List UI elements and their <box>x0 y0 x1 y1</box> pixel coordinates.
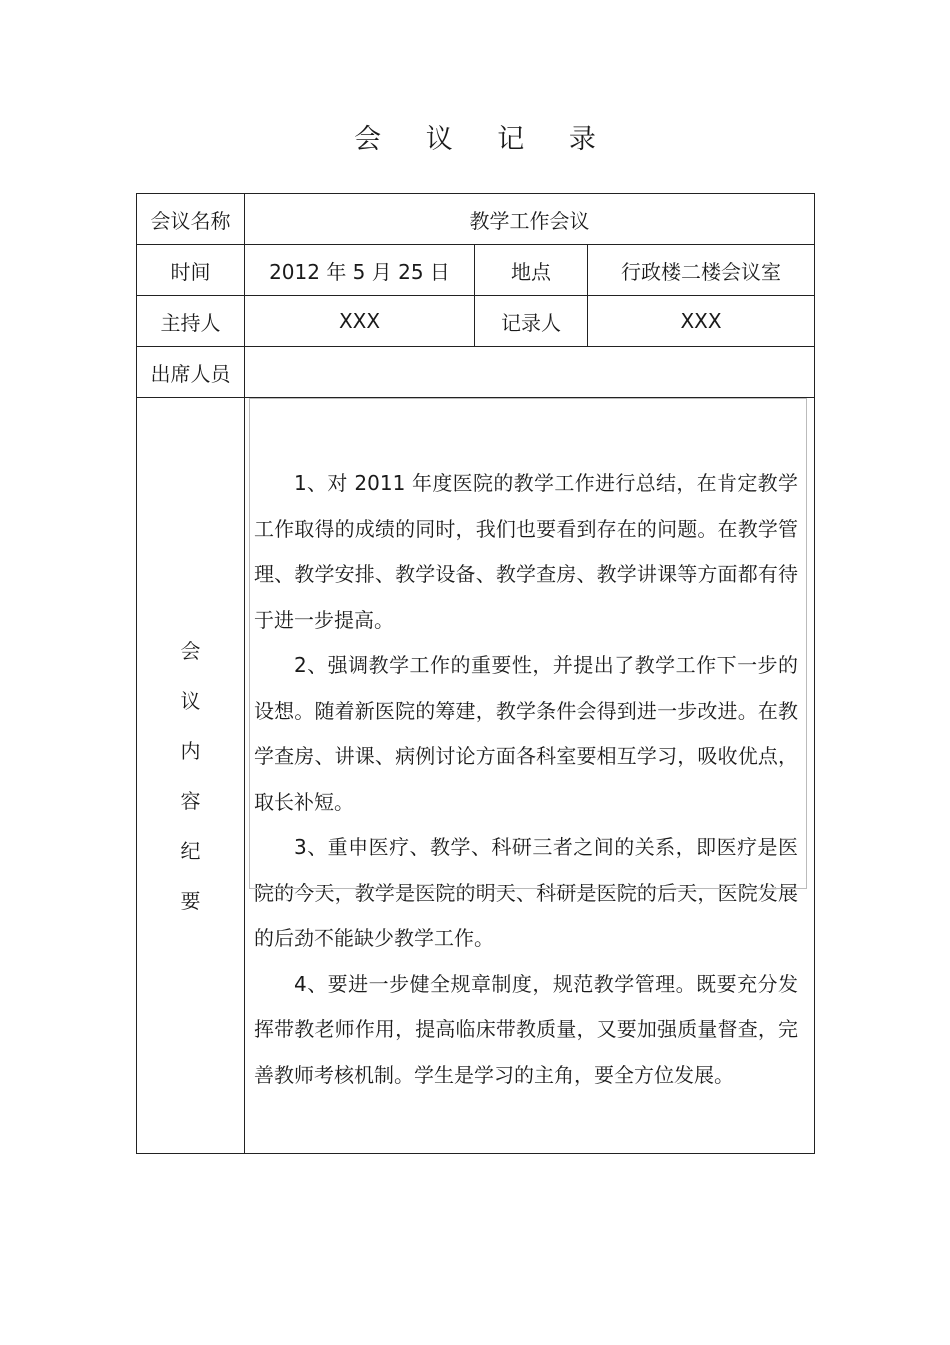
meeting-name-label: 会议名称 <box>137 194 245 245</box>
location-label: 地点 <box>475 245 588 296</box>
time-label: 时间 <box>137 245 245 296</box>
host-value: XXX <box>245 296 475 347</box>
host-label: 主持人 <box>137 296 245 347</box>
content-label-char: 内 <box>180 738 201 763</box>
recorder-value: XXX <box>588 296 815 347</box>
meeting-name-value: 教学工作会议 <box>245 194 815 245</box>
content-row <box>137 398 815 1154</box>
content-label-char: 会 <box>180 638 201 663</box>
page-title: 会 议 记 录 <box>354 124 614 155</box>
host-recorder-row <box>137 296 815 347</box>
content-paragraph-4: 4、要进一步健全规章制度，规范教学管理。既要充分发挥带教老师作用，提高临床带教质量，又要加强质量督查，完善教师考核机制。学生是学习的主角，要全方位发展。 <box>254 971 799 1087</box>
attendees-value <box>245 347 815 398</box>
meeting-record-table <box>136 193 815 1154</box>
time-location-row <box>137 245 815 296</box>
content-label-char: 纪 <box>180 838 201 863</box>
location-value: 行政楼二楼会议室 <box>588 245 815 296</box>
content-label <box>137 398 245 1154</box>
content-body <box>245 398 815 1154</box>
attendees-label: 出席人员 <box>137 347 245 398</box>
content-paragraph-2: 2、强调教学工作的重要性，并提出了教学工作下一步的设想。随着新医院的筹建，教学条件会得到进一步改进。在教学查房、讲课、病例讨论方面各科室要相互学习，吸收优点，取长补短。 <box>254 653 799 814</box>
time-value: 2012 年 5 月 25 日 <box>245 245 475 296</box>
attendees-row <box>137 347 815 398</box>
content-label-char: 要 <box>180 888 201 913</box>
meeting-name-row <box>137 194 815 245</box>
recorder-label: 记录人 <box>475 296 588 347</box>
content-paragraph-1: 1、对 2011 年度医院的教学工作进行总结，在肯定教学工作取得的成绩的同时，我们也要看到存在的问题。在教学管理、教学安排、教学设备、教学查房、教学讲课等方面都有待于进一步提高。 <box>254 471 799 632</box>
content-label-char: 容 <box>180 788 201 813</box>
content-label-char: 议 <box>180 688 201 713</box>
content-paragraph-3: 3、重申医疗、教学、科研三者之间的关系，即医疗是医院的今天，教学是医院的明天、科研是医院的后天，医院发展的后劲不能缺少教学工作。 <box>254 835 799 950</box>
